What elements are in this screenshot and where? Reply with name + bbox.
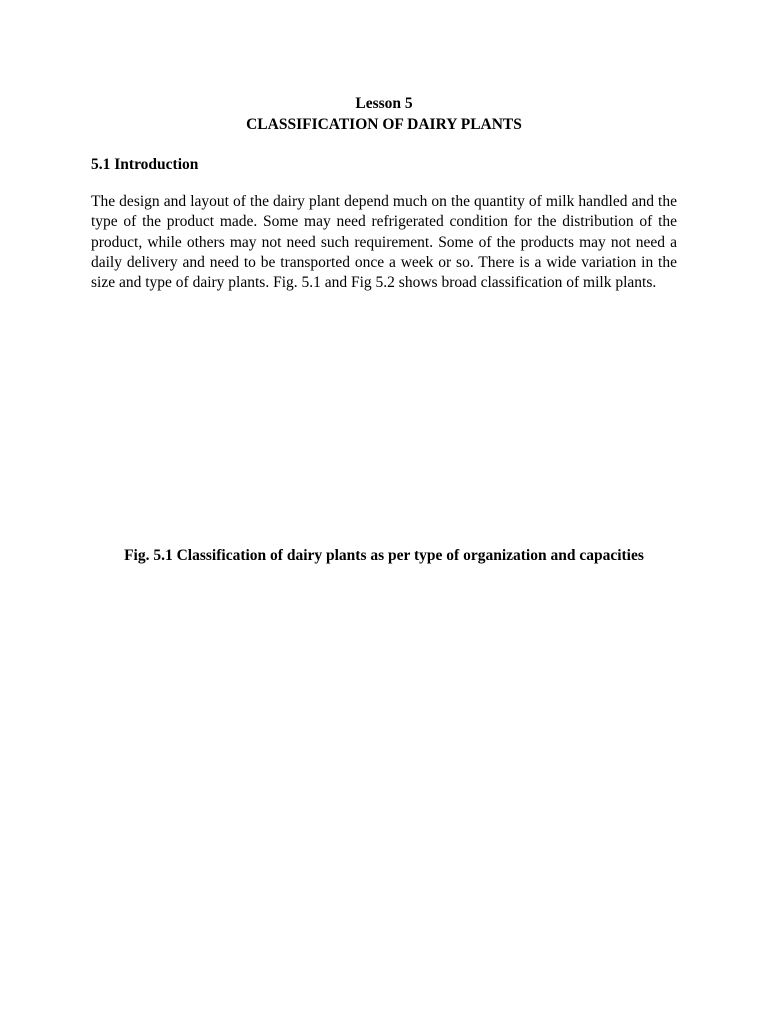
figure-placeholder bbox=[91, 330, 677, 530]
figure-caption: Fig. 5.1 Classification of dairy plants as per type of organization and capacities bbox=[124, 547, 644, 564]
lesson-label: Lesson 5 bbox=[355, 95, 413, 112]
title-block bbox=[0, 93, 768, 135]
lesson-title: CLASSIFICATION OF DAIRY PLANTS bbox=[246, 116, 522, 133]
section-heading: 5.1 Introduction bbox=[91, 156, 199, 173]
intro-paragraph: The design and layout of the dairy plant depend much on the quantity of milk handled and the type of the product made. Some may need refrigerated condition for the distribution of the product, while others may not need such requirement. Some of the products may not need a daily delivery and need to be transported once a week or so. There is a wide variation in the size and type of dairy plants. Fig. 5.1 and Fig 5.2 shows broad classification of milk plants. bbox=[91, 193, 677, 292]
